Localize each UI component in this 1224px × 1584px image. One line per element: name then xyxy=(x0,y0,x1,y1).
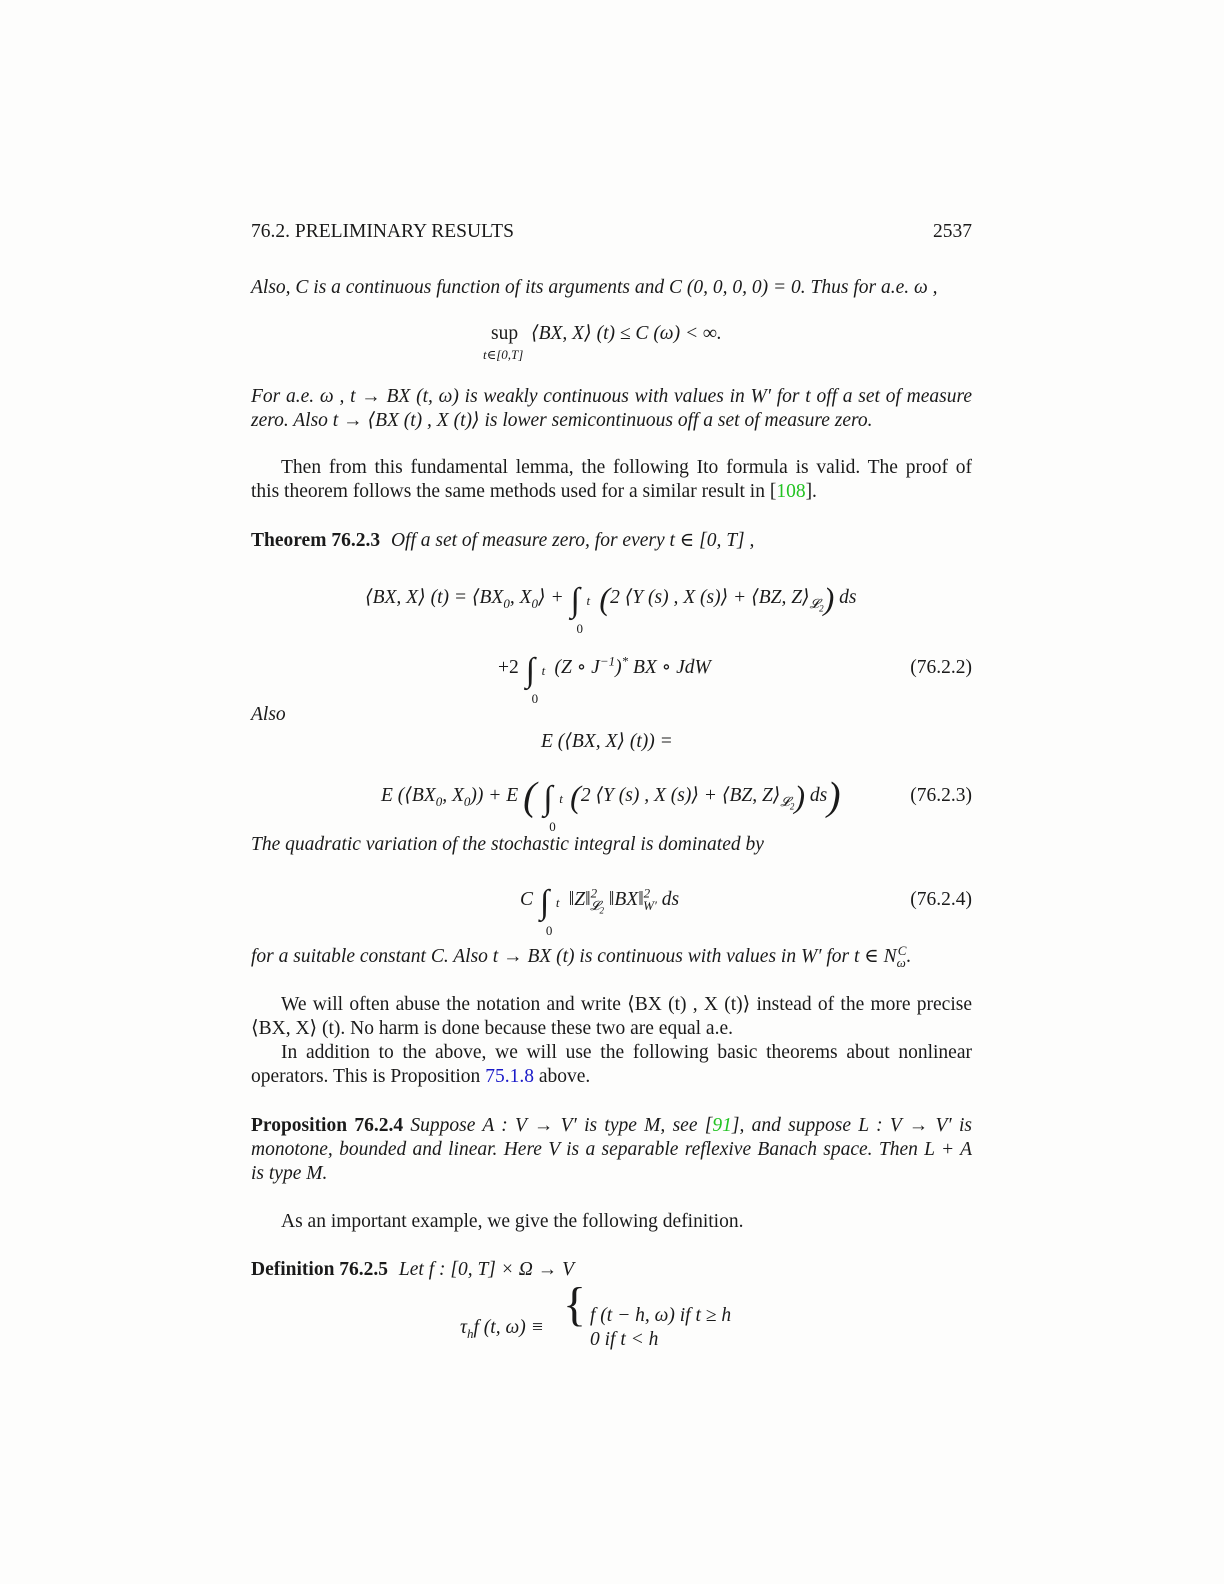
also-label: Also xyxy=(251,704,286,725)
paragraph-line-prefix: operators. This is Proposition xyxy=(251,1066,486,1087)
equation-ito-line1: ⟨BX, X⟩ $(t) = ⟨BX_0$, $X_0⟩$ + ∫ t 0 (2 ⟨Y (s) , X (s)⟩ + ⟨BZ, $Z⟩_{𝓛_2}$) ds xyxy=(365,580,857,636)
equation-number: (76.2.2) xyxy=(910,657,972,678)
equation-ito-line2: +2 ∫ t 0 (Z ∘ $J^{-1})^*$ BX ∘ JdW xyxy=(498,652,711,706)
equation-number: (76.2.3) xyxy=(910,785,972,806)
theorem-label: Theorem 76.2.3 xyxy=(251,530,381,551)
definition-statement xyxy=(251,1258,574,1282)
paragraph-line: Then from this fundamental lemma, the following Ito formula is valid. The proof of xyxy=(281,457,972,478)
definition-text: Let f : [0, T] × Ω → V xyxy=(398,1259,575,1280)
paragraph-abuse xyxy=(251,993,972,1041)
citation-link[interactable]: 91 xyxy=(712,1115,732,1136)
paragraph-continuity xyxy=(251,385,972,433)
paragraph-line: For a.e. ω , t → BX (t, ω) is weakly continuous with values in W′ for t off a set of measure xyxy=(251,386,972,407)
citation-link[interactable]: 108 xyxy=(776,481,806,502)
eq-tau: τ xyxy=(460,1317,467,1338)
paragraph-addition xyxy=(251,1041,972,1089)
eq-stoch-tail: BX ∘ JdW xyxy=(632,657,711,678)
cases-brace: { xyxy=(563,1278,587,1331)
sup-operator: sup xyxy=(491,323,519,344)
proposition-label: Proposition 76.2.4 xyxy=(251,1115,404,1136)
paragraph-line: We will often abuse the notation and write ⟨BX (t) , X (t)⟩ instead of the more precise xyxy=(281,994,972,1015)
proposition-line: monotone, bounded and linear. Here V is a separable reflexive Banach space. Then L + A xyxy=(251,1139,972,1160)
definition-label: Definition 76.2.5 xyxy=(251,1259,389,1280)
equation-translation xyxy=(460,1316,544,1340)
paragraph-line: ⟨BX, X⟩ (t). No harm is done because these two are equal a.e. xyxy=(251,1018,733,1039)
paragraph-line-prefix: this theorem follows the same methods used for a similar result in [ xyxy=(251,481,777,502)
paragraph-example: As an important example, we give the following definition. xyxy=(281,1211,744,1232)
eq-mid: , X xyxy=(509,587,532,608)
equation-number: (76.2.4) xyxy=(910,889,972,910)
paragraph-line: zero. Also t → ⟨BX (t) , X (t)⟩ is lower semicontinuous off a set of measure zero. xyxy=(251,410,873,431)
eq-exp-a: E (⟨BX xyxy=(381,785,436,806)
paragraph-constant: for a suitable constant C. Also t → BX (t) is continuous with values in W′ for t ∈ $N_\omega^C$. xyxy=(251,942,912,970)
page-number: 2537 xyxy=(933,221,972,242)
proposition-text: ], and suppose L : V → V′ is xyxy=(731,1115,972,1136)
case-2: 0 if t < h xyxy=(590,1329,659,1350)
eq-stoch-body: (Z ∘ J xyxy=(554,657,600,678)
equation-quadratic: C ∫ t 0 ‖Z‖$^2_{𝓛_2}$ ‖BX‖$^2_{W'}$ ds xyxy=(520,884,680,938)
running-header: 76.2. PRELIMINARY RESULTS xyxy=(251,221,514,242)
proposition-statement xyxy=(251,1114,972,1186)
eq-exp-b: )) + E xyxy=(470,785,519,806)
sup-range: t∈[0,T] xyxy=(483,347,524,362)
eq-rest: ⟩ + xyxy=(538,587,564,608)
paragraph-line-suffix: ]. xyxy=(805,481,817,502)
proposition-text: Suppose A : V → V′ is type M, see [ xyxy=(410,1115,713,1136)
eq-tau-rest: f (t, ω) ≡ xyxy=(473,1317,544,1338)
theorem-text: Off a set of measure zero, for every t ∈ [0, T] , xyxy=(390,530,755,551)
equation-expectation: E ($⟨BX_0$, $X_0)) + E$ ( ∫ t 0 (2 ⟨Y (s) , X (s)⟩ + ⟨BZ, $Z⟩_{𝓛_2}$) ds) xyxy=(381,773,841,834)
paragraph-lemma-end: Also, C is a continuous function of its arguments and C (0, 0, 0, 0) = 0. Thus for a.e. ω , xyxy=(251,277,938,298)
paragraph-line-suffix: above. xyxy=(533,1066,591,1087)
proposition-link[interactable]: 75.1.8 xyxy=(485,1066,534,1087)
eq-tau-sub: h xyxy=(466,1325,474,1341)
paragraph-ito xyxy=(251,456,972,504)
case-1: f (t − h, ω) if t ≥ h xyxy=(590,1305,732,1326)
proposition-line: is type M. xyxy=(251,1163,328,1184)
paragraph-text: for a suitable constant C. Also t → BX (t) is continuous with values in W′ for t ∈ N xyxy=(251,946,897,967)
theorem-statement xyxy=(251,529,754,553)
sup-body: ⟨BX, X⟩ (t) ≤ C (ω) < ∞. xyxy=(531,323,722,344)
equation-expectation-top: E (⟨BX, X⟩ (t)) = xyxy=(541,731,673,752)
paragraph-quadratic: The quadratic variation of the stochastic integral is dominated by xyxy=(251,834,764,855)
eq-integrand: 2 ⟨Y (s) , X (s)⟩ + ⟨BZ, Z⟩ xyxy=(580,785,781,806)
eq-lhs: ⟨BX, X⟩ (t) = ⟨BX xyxy=(365,587,504,608)
paragraph-line: In addition to the above, we will use the following basic theorems about nonlinear xyxy=(281,1042,972,1063)
eq-integrand: 2 ⟨Y (s) , X (s)⟩ + ⟨BZ, Z⟩ xyxy=(610,587,810,608)
